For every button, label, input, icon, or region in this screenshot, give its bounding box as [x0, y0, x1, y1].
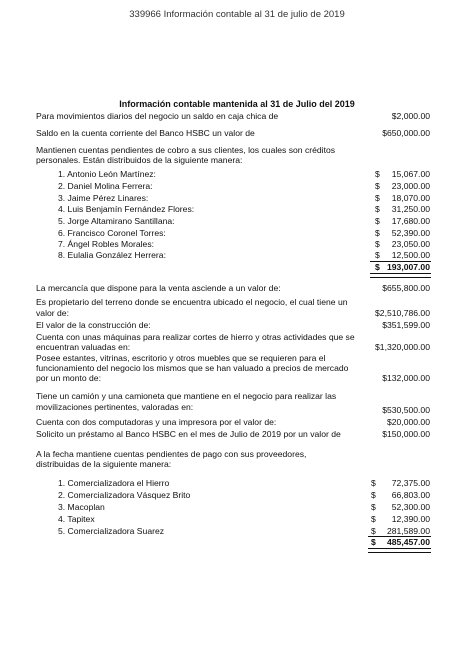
proveedor-name: 2. Comercializadora Vásquez Brito	[58, 490, 191, 500]
clientes-total-double-rule	[370, 273, 431, 278]
camiones-amount: $530,500.00	[382, 405, 430, 415]
maquinas-line1: Cuenta con unas máquinas para realizar cortes de hierro y otras actividades que se	[36, 332, 355, 342]
proveedor-name: 5. Comercializadora Suarez	[58, 526, 165, 536]
proveedor-value: 12,390.00	[391, 514, 430, 524]
banco-label: Saldo en la cuenta corriente del Banco HSBC un valor de	[36, 128, 255, 138]
mercancia-label: La mercancía que dispone para la venta asciende a un valor de:	[36, 283, 281, 293]
camiones-line2: movilizaciones pertinentes, valoradas en:	[36, 402, 194, 412]
cliente-name: 3. Jaime Pérez Linares:	[58, 193, 149, 203]
caja-chica-amount: $2,000.00	[391, 111, 430, 121]
cliente-currency: $	[375, 228, 380, 238]
prestamo-label: Solicito un préstamo al Banco HSBC en el mes de Julio de 2019 por un valor de	[36, 429, 341, 439]
estantes-amount: $132,000.00	[382, 373, 430, 383]
cliente-name: 5. Jorge Altamirano Santillana:	[58, 216, 175, 226]
proveedores-intro-line2: distribuidas de la siguiente manera:	[36, 459, 172, 469]
terreno-line1: Es propietario del terreno donde se encuentra ubicado el negocio, el cual tiene un	[36, 297, 348, 307]
cliente-name: 6. Francisco Coronel Torres:	[58, 228, 166, 238]
cliente-currency: $	[375, 204, 380, 214]
mercancia-amount: $655,800.00	[382, 283, 430, 293]
clientes-total: 193,007.00	[386, 262, 430, 272]
cliente-name: 4. Luis Benjamín Fernández Flores:	[58, 204, 195, 214]
cliente-currency: $	[375, 169, 380, 179]
proveedor-value: 281,589.00	[386, 526, 430, 536]
camiones-line1: Tiene un camión y una camioneta que mantiene en el negocio para realizar las	[36, 391, 337, 401]
prestamo-amount: $150,000.00	[382, 429, 430, 439]
terreno-line2: valor de:	[36, 308, 69, 318]
proveedor-currency: $	[371, 526, 376, 536]
proveedor-name: 3. Macoplan	[58, 502, 105, 512]
cliente-value: 52,390.00	[391, 228, 430, 238]
proveedor-currency: $	[371, 502, 376, 512]
cliente-currency: $	[375, 181, 380, 191]
cliente-value: 15,067.00	[391, 169, 430, 179]
cliente-name: 1. Antonio León Martínez:	[58, 169, 156, 179]
clientes-intro-line1: Mantienen cuentas pendientes de cobro a sus clientes, los cuales son créditos	[36, 145, 336, 155]
proveedor-name: 4. Tapitex	[58, 514, 95, 524]
cliente-currency: $	[375, 239, 380, 249]
estantes-line2: funcionamiento del negocio los mismos que se han valuado a precios de mercado	[36, 363, 349, 373]
proveedor-currency: $	[371, 478, 376, 488]
proveedor-value: 52,300.00	[391, 502, 430, 512]
cliente-value: 18,070.00	[391, 193, 430, 203]
proveedor-value: 72,375.00	[391, 478, 430, 488]
cliente-value: 17,680.00	[391, 216, 430, 226]
cliente-value: 23,050.00	[391, 239, 430, 249]
caja-chica-label: Para movimientos diarios del negocio un saldo en caja chica de	[36, 111, 279, 121]
construccion-label: El valor de la construcción de:	[36, 320, 151, 330]
computadoras-amount: $20,000.00	[386, 417, 430, 427]
estantes-line1: Posee estantes, vitrinas, escritorio y otros muebles que se requieren para el	[36, 353, 326, 363]
cliente-currency: $	[375, 250, 380, 260]
proveedor-currency: $	[371, 514, 376, 524]
cliente-name: 7. Ángel Robles Morales:	[58, 239, 155, 249]
clientes-intro-line2: personales. Están distribuidos de la siguiente manera:	[36, 155, 243, 165]
proveedores-total-currency: $	[371, 537, 376, 547]
cliente-currency: $	[375, 216, 380, 226]
construccion-amount: $351,599.00	[382, 320, 430, 330]
banco-amount: $650,000.00	[382, 128, 430, 138]
cliente-name: 8. Eulalia González Herrera:	[58, 250, 166, 260]
cliente-name: 2. Daniel Molina Ferrera:	[58, 181, 153, 191]
proveedores-total-double-rule	[368, 548, 431, 553]
clientes-total-currency: $	[375, 262, 380, 272]
proveedor-currency: $	[371, 490, 376, 500]
proveedor-value: 66,803.00	[391, 490, 430, 500]
cliente-value: 31,250.00	[391, 204, 430, 214]
maquinas-line2: encuentran valuadas en:	[36, 342, 131, 352]
document-title: Información contable mantenida al 31 de Julio del 2019	[119, 99, 355, 109]
cliente-value: 23,000.00	[391, 181, 430, 191]
computadoras-label: Cuenta con dos computadoras y una impresora por el valor de:	[36, 417, 277, 427]
estantes-line3: por un monto de:	[36, 373, 101, 383]
cliente-currency: $	[375, 193, 380, 203]
terreno-amount: $2,510,786.00	[375, 308, 430, 318]
page-header: 339966 Información contable al 31 de julio de 2019	[129, 9, 345, 20]
proveedor-name: 1. Comercializadora el Hierro	[58, 478, 170, 488]
cliente-value: 12,500.00	[391, 250, 430, 260]
maquinas-amount: $1,320,000.00	[375, 342, 430, 352]
proveedores-total: 485,457.00	[386, 537, 430, 547]
proveedores-intro-line1: A la fecha mantiene cuentas pendientes de pago con sus proveedores,	[36, 449, 307, 459]
